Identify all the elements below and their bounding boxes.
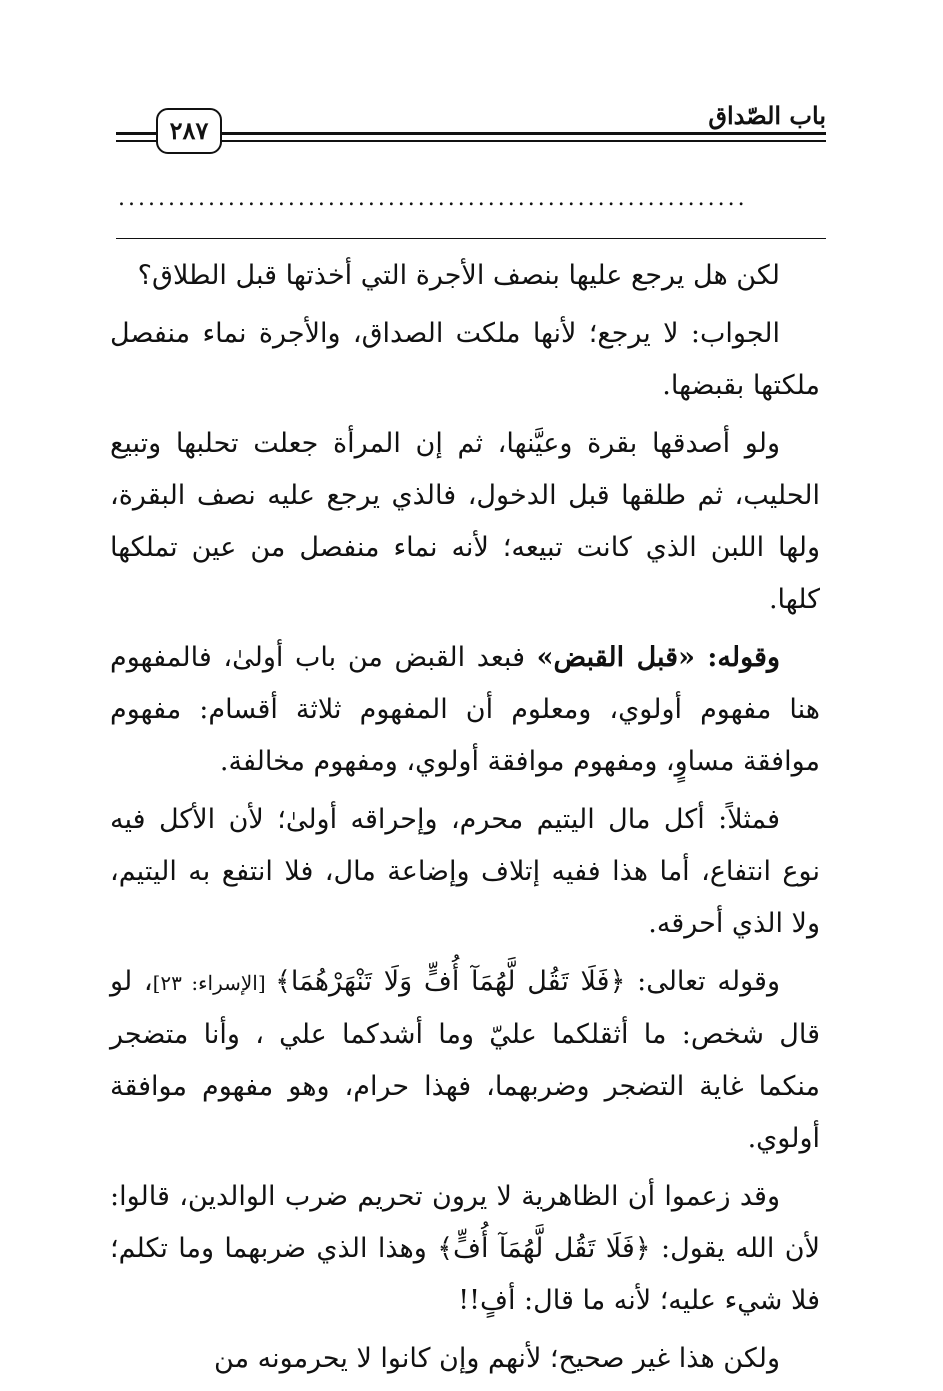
paragraph xyxy=(110,1333,820,1385)
paragraph xyxy=(110,250,820,302)
verse-reference: [الإسراء: ٢٣] xyxy=(152,971,276,995)
paragraph-text: ولكن هذا غير صحيح؛ لأنهم وإن كانوا لا يحرمونه من xyxy=(214,1343,780,1374)
quoted-term: وقوله: «قبل القبض» xyxy=(536,642,780,673)
page-header xyxy=(116,100,826,160)
paragraph xyxy=(110,418,820,626)
paragraph-text: ولو أصدقها بقرة وعيَّنها، ثم إن المرأة جعلت تحلبها وتبيع الحليب، ثم طلقها قبل الدخول، فالذي يرجع عليه نصف البقرة، ولها اللبن الذي كانت تبيعه؛ لأنه نماء منفصل من عين تملكها كلها. xyxy=(110,428,820,615)
section-title: باب الصّداق xyxy=(698,100,826,132)
dotted-separator: ............................................................... xyxy=(118,186,748,211)
paragraph-text: وقوله تعالى: xyxy=(625,966,780,997)
paragraph-text: وقد زعموا أن الظاهرية لا يرون تحريم ضرب الوالدين، قالوا: لأن الله يقول: xyxy=(110,1181,820,1264)
paragraph xyxy=(110,956,820,1165)
header-rule xyxy=(116,132,826,135)
quran-verse: ﴿فَلَا تَقُل لَّهُمَآ أُفٍّ﴾ xyxy=(437,1233,651,1264)
paragraph-text: ، لو قال شخص: ما أثقلكما عليّ وما أشدكما علي ، وأنا متضجر منكما غاية التضجر وضربهما، فهذا حرام، وهو مفهوم موافقة أولوي. xyxy=(110,966,820,1154)
content-divider xyxy=(116,238,826,239)
paragraph xyxy=(110,794,820,950)
paragraph-text: وهذا الذي ضربهما وما تكلم؛ فلا شيء عليه؛ لأنه ما قال: أفٍ!! xyxy=(110,1233,820,1316)
paragraph-text: فمثلاً: أكل مال اليتيم محرم، وإحراقه أولىٰ؛ لأن الأكل فيه نوع انتفاع، أما هذا ففيه إتلاف وإضاعة مال، فلا انتفع به اليتيم، ولا الذي أحرقه. xyxy=(110,804,820,939)
quran-verse: ﴿فَلَا تَقُل لَّهُمَآ أُفٍّ وَلَا تَنْهَرْهُمَا﴾ xyxy=(275,966,626,997)
paragraph-text: فبعد القبض من باب أولىٰ، فالمفهوم هنا مفهوم أولوي، ومعلوم أن المفهوم ثلاثة أقسام: مفهوم موافقة مساوٍ، ومفهوم موافقة أولوي، ومفهوم مخالفة. xyxy=(110,642,820,777)
page-number: ٢٨٧ xyxy=(156,108,222,154)
header-rule-thin xyxy=(116,140,826,142)
paragraph-text: لكن هل يرجع عليها بنصف الأجرة التي أخذتها قبل الطلاق؟ xyxy=(137,260,780,291)
body-text xyxy=(110,250,820,1391)
paragraph xyxy=(110,308,820,412)
paragraph xyxy=(110,632,820,788)
paragraph xyxy=(110,1171,820,1327)
paragraph-text: الجواب: لا يرجع؛ لأنها ملكت الصداق، والأجرة نماء منفصل ملكتها بقبضها. xyxy=(110,318,820,401)
